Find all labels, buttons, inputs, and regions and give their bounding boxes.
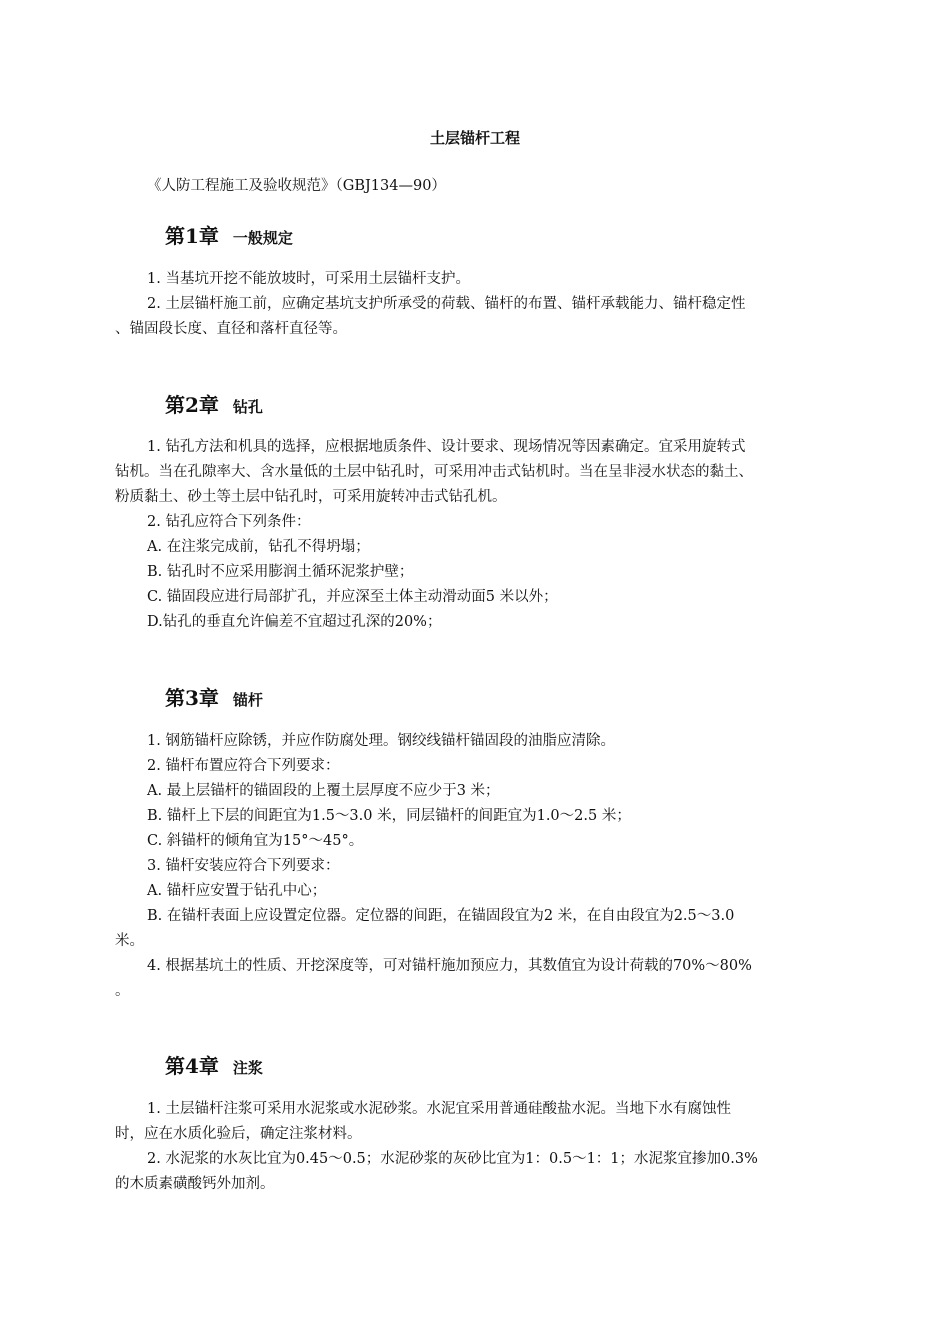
chapter-number: 第4章 (165, 1054, 219, 1078)
chapter-3-heading (165, 682, 263, 711)
paragraph-line: 的木质素磺酸钙外加剂。 (115, 1176, 275, 1192)
paragraph-line: 粉质黏土、砂土等土层中钻孔时，可采用旋转冲击式钻孔机。 (115, 489, 507, 505)
paragraph-line: 1. 当基坑开挖不能放坡时，可采用土层锚杆支护。 (147, 271, 470, 287)
paragraph-line: 2. 土层锚杆施工前，应确定基坑支护所承受的荷载、锚杆的布置、锚杆承载能力、锚杆稳定性 (147, 296, 746, 312)
chapter-name: 钻孔 (232, 398, 263, 416)
chapter-number: 第3章 (165, 686, 219, 710)
paragraph-line: 2. 水泥浆的水灰比宜为0.45～0.5；水泥砂浆的灰砂比宜为1：0.5～1：1；水泥浆宜掺加0.3% (147, 1151, 758, 1167)
chapter-number: 第2章 (165, 393, 219, 417)
chapter-name: 注浆 (232, 1059, 263, 1077)
paragraph-line: A. 最上层锚杆的锚固段的上覆土层厚度不应少于3 米； (147, 783, 500, 799)
paragraph-line: 1. 钢筋锚杆应除锈，并应作防腐处理。钢绞线锚杆锚固段的油脂应清除。 (147, 733, 615, 749)
chapter-2-heading (165, 389, 263, 418)
chapter-4-heading (165, 1050, 263, 1079)
paragraph-line: 时，应在水质化验后，确定注浆材料。 (115, 1126, 362, 1142)
paragraph-line: A. 在注浆完成前，钻孔不得坍塌； (147, 539, 370, 555)
paragraph-line: B. 锚杆上下层的间距宜为1.5～3.0 米，同层锚杆的间距宜为1.0～2.5 米； (147, 808, 631, 824)
paragraph-line: 4. 根据基坑土的性质、开挖深度等，可对锚杆施加预应力，其数值宜为设计荷载的70%～80% (147, 958, 752, 974)
paragraph-line: 、锚固段长度、直径和落杆直径等。 (115, 321, 347, 337)
paragraph-line: C. 锚固段应进行局部扩孔，并应深至土体主动滑动面5 米以外； (147, 589, 558, 605)
paragraph-line: 。 (115, 983, 130, 999)
paragraph-line: 2. 锚杆布置应符合下列要求： (147, 758, 340, 774)
chapter-name: 锚杆 (232, 691, 263, 709)
paragraph-line: 米。 (115, 933, 144, 949)
paragraph-line: 3. 锚杆安装应符合下列要求： (147, 858, 340, 874)
chapter-number: 第1章 (165, 224, 219, 248)
paragraph-line: B. 在锚杆表面上应设置定位器。定位器的间距，在锚固段宜为2 米，在自由段宜为2.5～3.0 (147, 908, 735, 924)
paragraph-line: 2. 钻孔应符合下列条件： (147, 514, 311, 530)
paragraph-line: B. 钻孔时不应采用膨润土循环泥浆护壁； (147, 564, 414, 580)
document-title: 土层锚杆工程 (429, 129, 520, 147)
source-reference: 《人防工程施工及验收规范》（GBJ134—90） (147, 178, 446, 194)
paragraph-line: 钻机。当在孔隙率大、含水量低的土层中钻孔时，可采用冲击式钻机时。当在呈非浸水状态的黏土、 (115, 464, 753, 480)
paragraph-line: 1. 钻孔方法和机具的选择，应根据地质条件、设计要求、现场情况等因素确定。宜采用旋转式 (147, 439, 746, 455)
paragraph-line: D.钻孔的垂直允许偏差不宜超过孔深的20%； (147, 614, 442, 630)
chapter-1-heading (165, 220, 293, 249)
paragraph-line: A. 锚杆应安置于钻孔中心； (147, 883, 327, 899)
paragraph-line: 1. 土层锚杆注浆可采用水泥浆或水泥砂浆。水泥宜采用普通硅酸盐水泥。当地下水有腐蚀性 (147, 1101, 731, 1117)
paragraph-line: C. 斜锚杆的倾角宜为15°～45°。 (147, 833, 364, 849)
chapter-name: 一般规定 (232, 229, 293, 247)
